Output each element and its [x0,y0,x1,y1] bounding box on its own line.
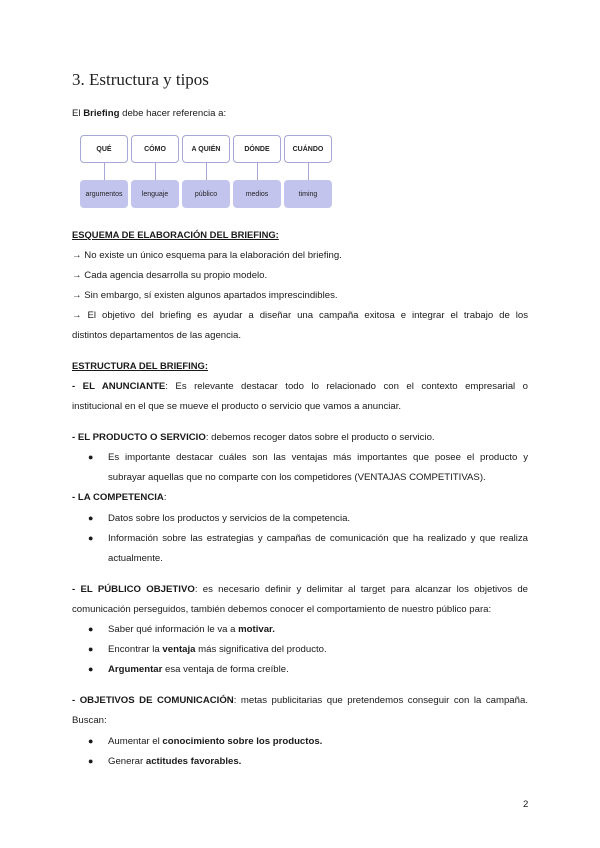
diagram-connector [155,163,156,180]
diagram-connector [104,163,105,180]
diagram-box-medios: medios [233,180,281,208]
bullet-icon: ● [88,533,94,543]
page-number: 2 [523,799,529,810]
diagram-box-lenguaje: lenguaje [131,180,179,208]
esquema-heading: ESQUEMA DE ELABORACIÓN DEL BRIEFING: [72,229,279,240]
bullet-icon: ● [88,756,94,766]
esquema-item-continuation: distintos departamentos de las agencia. [72,330,242,341]
briefing-diagram [80,135,332,209]
intro-text: El Briefing debe hacer referencia a: [72,108,227,119]
estructura-heading: ESTRUCTURA DEL BRIEFING: [72,360,208,371]
diagram-connector [206,163,207,180]
diagram-box-cuando: CUÁNDO [284,135,332,163]
bullet-icon: ● [88,736,94,746]
diagram-box-donde: DÓNDE [233,135,281,163]
esquema-item: → Cada agencia desarrolla su propio modelo. [72,270,268,281]
anunciante-paragraph: - EL ANUNCIANTE: Es relevante destacar todo lo relacionado con el contexto empresarial o [72,381,528,392]
anunciante-paragraph-line2: institucional en el que se mueve el producto o servicio que vamos a anunciar. [72,401,402,412]
publico-paragraph-line2: comunicación perseguidos, también debemos conocer el comportamiento de nuestro público para: [72,604,492,615]
diagram-connector [308,163,309,180]
publico-paragraph: - EL PÚBLICO OBJETIVO: es necesario definir y delimitar al target para alcanzar los objetivos de [72,584,528,595]
esquema-item: → El objetivo del briefing es ayudar a diseñar una campaña exitosa e integrar el trabajo de los [72,310,528,321]
diagram-box-argumentos: argumentos [80,180,128,208]
esquema-item: → No existe un único esquema para la elaboración del briefing. [72,250,342,261]
objetivos-paragraph-line2: Buscan: [72,715,107,726]
competencia-paragraph: - LA COMPETENCIA: [72,492,167,503]
esquema-item: → Sin embargo, sí existen algunos apartados imprescindibles. [72,290,338,301]
section-title: 3. Estructura y tipos [72,70,209,89]
diagram-box-como: CÓMO [131,135,179,163]
objetivos-paragraph: - OBJETIVOS DE COMUNICACIÓN: metas publicitarias que pretendemos conseguir con la campaña. [72,695,528,706]
bullet-icon: ● [88,513,94,523]
diagram-box-timing: timing [284,180,332,208]
diagram-box-que: QUÉ [80,135,128,163]
bullet-icon: ● [88,644,94,654]
bullet-icon: ● [88,664,94,674]
diagram-box-a-quien: A QUIÉN [182,135,230,163]
diagram-box-publico: público [182,180,230,208]
producto-paragraph: - EL PRODUCTO O SERVICIO: debemos recoger datos sobre el producto o servicio. [72,432,435,443]
esquema-section [72,229,528,241]
diagram-connector [257,163,258,180]
bullet-icon: ● [88,452,94,462]
bullet-icon: ● [88,624,94,634]
document-page: 3. Estructura y tipos El Briefing debe hacer referencia a: QUÉ CÓMO A QUIÉN DÓNDE CUÁNDO argumentos lenguaje público medios timing ESQUEMA DE ELABORACIÓN DEL BRIEFING: → No existe un único esquema para la elaboración del briefing. → Cada agencia desarrolla su propio modelo. → Sin embargo, sí existen algunos apartados imprescindibles. → El objetivo del briefing es ayudar a diseñar una campaña exitosa e integrar el trabajo de los distintos departamentos de las agencia. ESTRUCTURA DEL BRIEFING: - EL ANUNCIANTE: Es relevante destacar todo lo relacionado con el contexto empresarial o institucional en el que se mueve el producto o servicio que vamos a anunciar. - EL PRODUCTO O SERVICIO: debemos recoger datos sobre el producto o servicio. ● Es importante destacar cuáles son las ventajas más importantes que posee el producto y subrayar aquellas que no comparte con los competidores (VENTAJAS COMPETITIVAS). - LA COMPETENCIA: ● Datos sobre los productos y servicios de la competencia. ● Información sobre las estrategias y campañas de comunicación que ha realizado y que realiza actualmente. - EL PÚBLICO OBJETIVO: es necesario definir y delimitar al target para alcanzar los objetivos de comunicación perseguidos, también debemos conocer el comportamiento de nuestro público para: ● Saber qué información le va a motivar. ● Encontrar la ventaja más significativa del producto. ● Argumentar esa ventaja de forma creíble. - OBJETIVOS DE COMUNICACIÓN: metas publicitarias que pretendemos conseguir con la campaña. Buscan: ● Aumentar el conocimiento sobre los productos. ● Generar actitudes favorables. 2 [72,70,529,810]
